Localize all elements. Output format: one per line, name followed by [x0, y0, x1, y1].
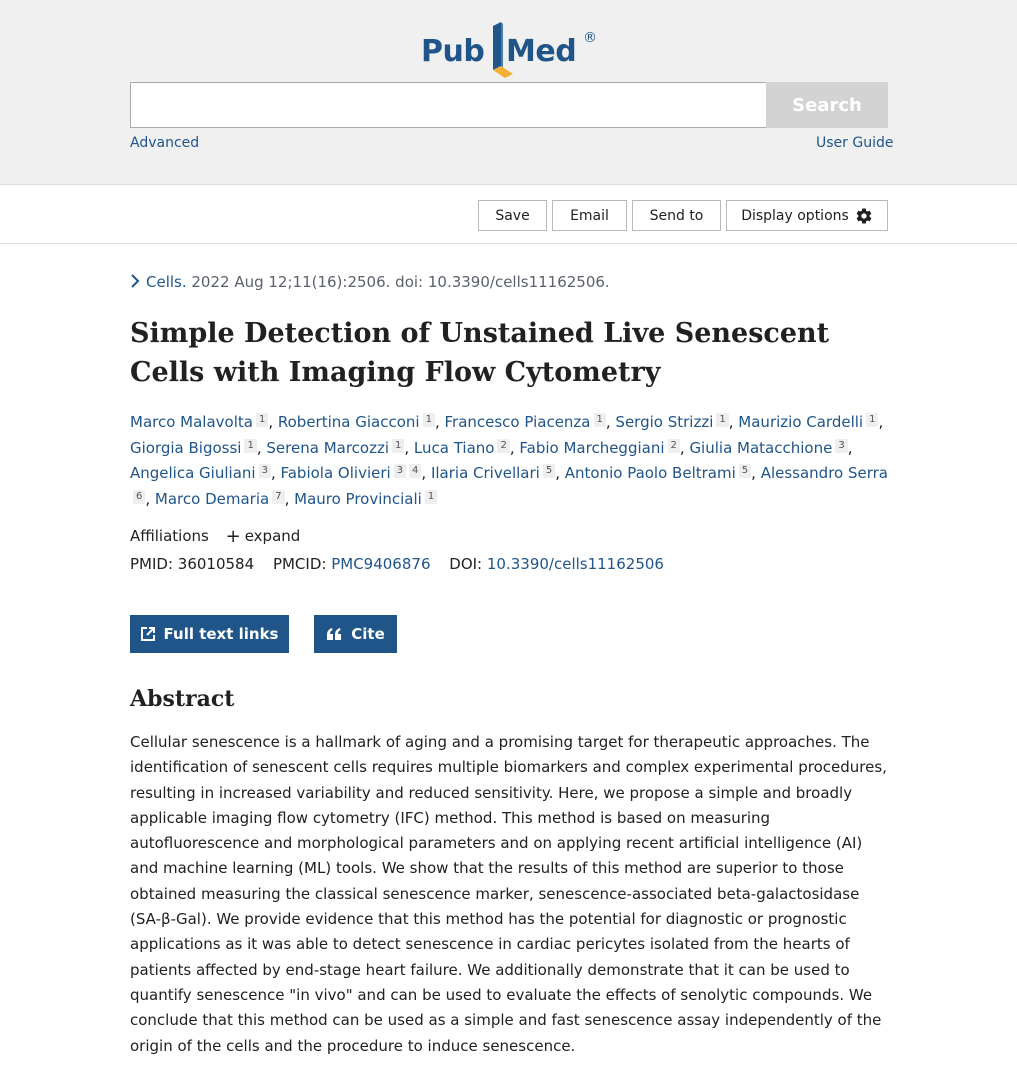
citation-line [130, 273, 610, 291]
affiliation-number[interactable]: 1 [244, 439, 256, 453]
search-button[interactable]: Search [766, 82, 888, 128]
pmcid-label: PMCID: [272, 555, 327, 573]
author-link[interactable]: Alessandro Serra [760, 464, 888, 482]
affiliation-number[interactable]: 1 [716, 413, 728, 427]
send-to-button[interactable]: Send to [632, 200, 721, 231]
identifiers-row [130, 555, 664, 573]
author-link[interactable]: Fabiola Olivieri [280, 464, 391, 482]
logo-text-pub: Pub [421, 34, 485, 69]
pubmed-logo[interactable] [421, 22, 601, 80]
affiliation-number[interactable]: 3 [394, 464, 406, 478]
affiliations-expand-toggle[interactable] [226, 527, 301, 545]
journal-link[interactable]: Cells. [146, 273, 187, 291]
abstract-text: Cellular senescence is a hallmark of aging and a promising target for therapeutic approaches. The identification of senescent cells requires multiple biomarkers and complex experimental procedures, resulting in increased variability and reduced sensitivity. Here, we propose a simple and broadly applicable imaging flow cytometry (IFC) method. This method is based on measuring autofluorescence and morphological parameters and on applying recent artificial intelligence (AI) and machine learning (ML) tools. We show that the results of this method are superior to those obtained measuring the classical senescence marker, senescence-associated beta-galactosidase (SA-β-Gal). We provide evidence that this method has the potential for diagnostic or prognostic applications as it was able to detect senescence in cardiac pericytes isolated from the hearts of patients affected by end-stage heart failure. We additionally demonstrate that it can be used to quantify senescence "in vivo" and can be used to evaluate the effects of senolytic compounds. We conclude that this method can be used as a simple and fast senescence assay independently of the origin of the cells and the procedure to induce senescence. [130, 733, 887, 1055]
affiliations-label: Affiliations [130, 527, 209, 545]
full-text-links-label: Full text links [163, 625, 279, 643]
save-button[interactable]: Save [478, 200, 547, 231]
cite-label: Cite [351, 625, 385, 643]
affiliation-number[interactable]: 2 [497, 439, 509, 453]
author-link[interactable]: Fabio Marcheggiani [519, 438, 665, 457]
affiliation-number[interactable]: 1 [866, 413, 878, 427]
expand-label: expand [244, 527, 301, 545]
site-header [0, 0, 1017, 185]
affiliation-number[interactable]: 3 [259, 464, 271, 478]
full-text-links-button[interactable] [130, 615, 289, 653]
affiliation-number[interactable]: 1 [425, 490, 437, 504]
quote-icon [326, 628, 342, 640]
display-options-button[interactable] [726, 200, 888, 231]
author-link[interactable]: Sergio Strizzi [615, 413, 714, 431]
author-link[interactable]: Giorgia Bigossi [130, 438, 242, 457]
search-input[interactable] [130, 82, 767, 128]
external-link-icon [141, 627, 155, 641]
logo-registered: ® [583, 30, 597, 46]
author-list: Marco Malavolta 1 , Robertina Giacconi 1 , Francesco Piacenza 1 , Sergio Strizzi 1 , Maurizio Cardelli 1 , Giorgia Bigossi 1 , Serena Marcozzi 1 , Luca Tiano 2 , Fabio Marcheggiani 2 , Giulia Matacchione 3 , Angelica Giuliani 3 , Fabiola Olivieri 3 4 , Ilaria Crivellari 5 , Antonio Paolo Beltrami 5 , Alessandro Serra6 , Marco Demaria 7 , Mauro Provinciali 1 [130, 413, 888, 508]
author-link[interactable]: Ilaria Crivellari [430, 464, 540, 482]
author-link[interactable]: Serena Marcozzi [266, 438, 389, 457]
doi-label: DOI: [449, 555, 483, 573]
author-link[interactable]: Luca Tiano [413, 438, 495, 457]
advanced-search-link[interactable]: Advanced [130, 135, 200, 151]
affiliation-number[interactable]: 5 [543, 464, 555, 478]
pmid-value: 36010584 [177, 555, 255, 573]
doi-link[interactable]: 10.3390/cells11162506 [486, 555, 664, 573]
affiliation-number[interactable]: 6 [133, 490, 145, 504]
author-link[interactable]: Antonio Paolo Beltrami [564, 464, 736, 482]
logo-text-med: Med [506, 34, 577, 69]
author-link[interactable]: Robertina Giacconi [277, 413, 420, 431]
user-guide-link[interactable]: User Guide [816, 135, 894, 151]
author-link[interactable]: Mauro Provinciali [294, 489, 422, 508]
author-link[interactable]: Maurizio Cardelli [738, 413, 864, 431]
affiliation-number[interactable]: 1 [423, 413, 435, 427]
author-link[interactable]: Giulia Matacchione [689, 438, 833, 457]
citation-details: 2022 Aug 12;11(16):2506. doi: 10.3390/cells11162506. [186, 273, 610, 291]
author-link[interactable]: Francesco Piacenza [444, 413, 591, 431]
affiliation-number[interactable]: 3 [835, 439, 847, 453]
chevron-right-icon[interactable] [130, 274, 140, 288]
abstract-heading: Abstract [130, 686, 235, 712]
pmid-label: PMID: [130, 555, 174, 573]
plus-icon: + [225, 526, 241, 547]
affiliation-number[interactable]: 2 [668, 439, 680, 453]
affiliation-number[interactable]: 1 [256, 413, 268, 427]
affiliation-number[interactable]: 4 [409, 464, 421, 478]
article-title: Simple Detection of Unstained Live Senescent Cells with Imaging Flow Cytometry [130, 318, 830, 388]
gear-icon [855, 207, 873, 225]
affiliation-number[interactable]: 1 [392, 439, 404, 453]
author-link[interactable]: Angelica Giuliani [130, 464, 256, 482]
affiliation-number[interactable]: 5 [739, 464, 751, 478]
action-toolbar [0, 186, 1017, 244]
affiliation-number[interactable]: 7 [272, 490, 284, 504]
pmcid-link[interactable]: PMC9406876 [331, 555, 431, 573]
cite-button[interactable] [314, 615, 397, 653]
author-link[interactable]: Marco Demaria [154, 489, 270, 508]
affiliations-row [130, 526, 300, 547]
author-link[interactable]: Marco Malavolta [130, 413, 253, 431]
affiliation-number[interactable]: 1 [594, 413, 606, 427]
email-button[interactable]: Email [552, 200, 627, 231]
display-options-label: Display options [741, 207, 849, 224]
